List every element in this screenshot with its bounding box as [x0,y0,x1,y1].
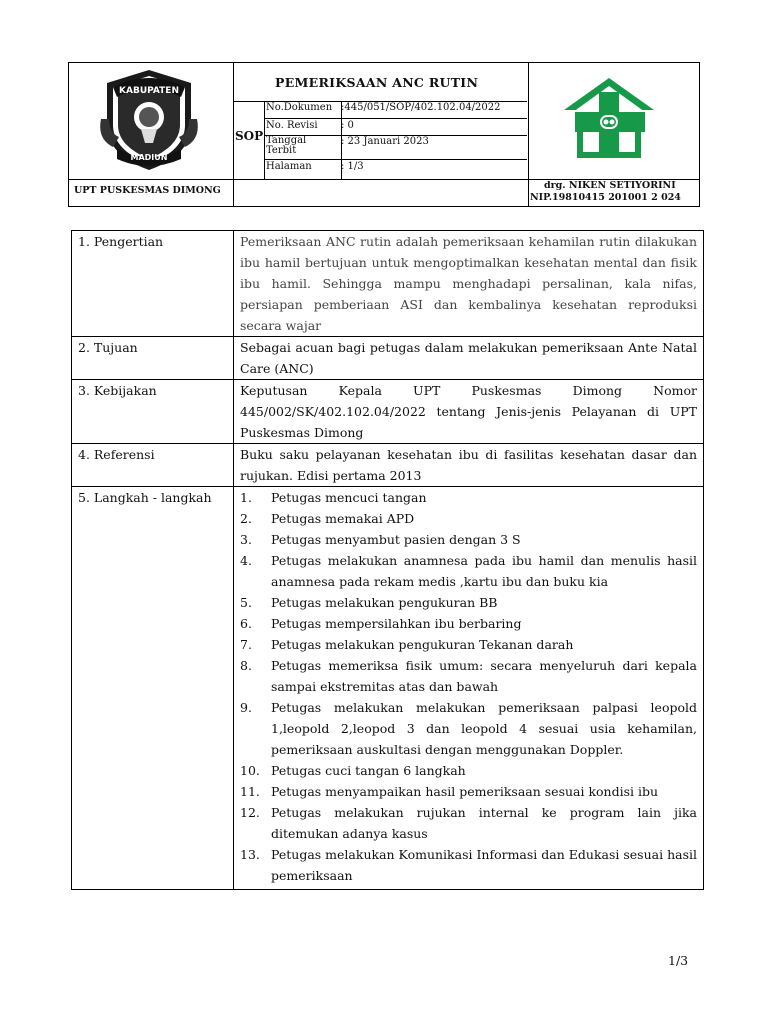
table-row [72,444,704,487]
header-divider [528,63,529,206]
header-divider [264,159,527,160]
step-text: Petugas menyambut pasien dengan 3 S [271,532,521,547]
revision-value: : 0 [341,120,354,131]
svg-text:KABUPATEN: KABUPATEN [119,86,179,96]
step-number: 2. [240,511,252,526]
header-divider [264,101,265,179]
section-label-referensi: 4. Referensi [72,444,234,487]
step-number: 3. [240,532,252,547]
list-item [240,697,697,760]
step-number: 7. [240,637,252,652]
sop-label: SOP [235,129,264,143]
step-text: Petugas melakukan anamnesa pada ibu hamil dan menulis hasil anamnesa pada rekam medis ,kartu ibu dan buku kia [271,553,697,589]
step-text: Petugas cuci tangan 6 langkah [271,763,466,778]
steps-list [234,487,704,890]
step-text: Petugas melakukan Komunikasi Informasi dan Edukasi sesuai hasil pemeriksaan [271,847,697,883]
section-text-referensi: Buku saku pelayanan kesehatan ibu di fasilitas kesehatan dasar dan rujukan. Edisi pertama 2013 [234,444,704,487]
svg-text:MADIUN: MADIUN [130,153,168,162]
step-text: Petugas mempersilahkan ibu berbaring [271,616,522,631]
list-item [240,487,697,508]
step-number: 12. [240,805,260,820]
page-label: Halaman [266,161,312,172]
step-text: Petugas melakukan rujukan internal ke program lain jika ditemukan adanya kasus [271,805,697,841]
list-item [240,760,697,781]
step-text: Petugas memakai APD [271,511,415,526]
list-item [240,634,697,655]
section-label-pengertian: 1. Pengertian [72,231,234,337]
step-number: 11. [240,784,260,799]
list-item [240,781,697,802]
step-text: Petugas melakukan pengukuran BB [271,595,498,610]
section-text-pengertian: Pemeriksaan ANC rutin adalah pemeriksaan kehamilan rutin dilakukan ibu hamil bertujuan untuk mengoptimalkan kesehatan mental dan fisik ibu hamil. Sehingga mampu menghadapi persalinan, kala nifas, persiapan pemberiaan ASI dan kembalinya kesehatan reproduksi secara wajar [234,231,704,337]
table-row [72,337,704,380]
issue-date-value: : 23 Januari 2023 [341,136,429,147]
list-item [240,529,697,550]
step-number: 9. [240,700,252,715]
step-text: Petugas mencuci tangan [271,490,427,505]
list-item [240,550,697,592]
list-item [240,844,697,889]
table-row [72,231,704,337]
list-item [240,655,697,697]
organization-name: UPT PUSKESMAS DIMONG [74,185,221,196]
table-row [72,380,704,444]
section-label-langkah: 5. Langkah - langkah [72,487,234,890]
table-row [72,487,704,890]
kabupaten-madiun-logo [97,67,201,173]
section-label-tujuan: 2. Tujuan [72,337,234,380]
signer-nip: NIP.19810415 201001 2 024 [530,192,681,203]
step-number: 4. [240,553,252,568]
step-number: 8. [240,658,252,673]
page-value: : 1/3 [341,161,364,172]
page-number: 1/3 [668,953,689,968]
step-text: Petugas menyampaikan hasil pemeriksaan sesuai kondisi ibu [271,784,659,799]
step-number: 6. [240,616,252,631]
header-divider [233,63,234,206]
step-text: Petugas memeriksa fisik umum: secara menyeluruh dari kepala sampai ekstremitas atas dan bawah [271,658,697,694]
step-number: 5. [240,595,252,610]
step-text: Petugas melakukan pengukuran Tekanan darah [271,637,574,652]
header-divider [264,118,527,119]
sop-content-table [71,230,704,890]
section-label-kebijakan: 3. Kebijakan [72,380,234,444]
step-number: 10. [240,763,260,778]
list-item [240,508,697,529]
revision-label: No. Revisi [266,120,318,131]
puskesmas-logo [561,76,657,160]
step-text: Petugas melakukan melakukan pemeriksaan palpasi leopold 1,leopold 2,leopod 3 dan leopold 4 sesuai usia kehamilan, pemeriksaan auskultasi dengan menggunakan Doppler. [271,700,697,757]
list-item [240,802,697,844]
issue-date-label: Tanggal Terbit [266,135,307,156]
section-text-kebijakan: Keputusan Kepala UPT Puskesmas Dimong Nomor 445/002/SK/402.102.04/2022 tentang Jenis-jenis Pelayanan di UPT Puskesmas Dimong [234,380,704,444]
section-text-tujuan: Sebagai acuan bagi petugas dalam melakukan pemeriksaan Ante Natal Care (ANC) [234,337,704,380]
step-number: 1. [240,490,252,505]
doc-number-value: :445/051/SOP/402.102.04/2022 [341,102,501,113]
list-item [240,613,697,634]
doc-number-label: No.Dokumen [266,102,333,113]
document-header [68,62,700,207]
step-number: 13. [240,847,260,862]
signer-name: drg. NIKEN SETIYORINI [544,180,676,191]
list-item [240,592,697,613]
document-title: PEMERIKSAAN ANC RUTIN [275,75,479,90]
